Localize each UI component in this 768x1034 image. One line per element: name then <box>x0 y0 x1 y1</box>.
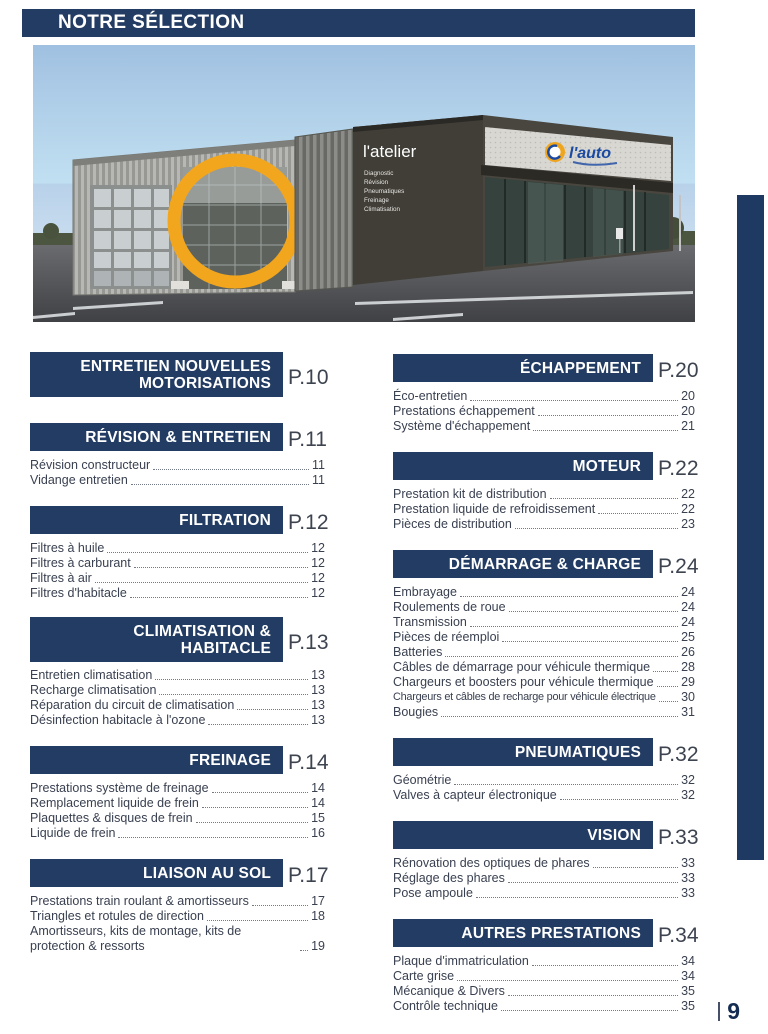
toc-leader-dots <box>598 513 678 514</box>
toc-item-label: Prestations système de freinage <box>30 781 209 795</box>
toc-leader-dots <box>155 679 308 680</box>
toc-leader-dots <box>95 582 308 583</box>
toc-leader-dots <box>502 641 678 642</box>
toc-item[interactable] <box>393 984 695 999</box>
toc-leader-dots <box>107 552 308 553</box>
toc-item[interactable] <box>393 585 695 600</box>
toc-item-page: 12 <box>311 571 325 585</box>
toc-leader-dots <box>508 882 678 883</box>
toc-item-label: Carte grise <box>393 969 455 983</box>
page-number-divider <box>718 1002 720 1021</box>
toc-item-list <box>393 773 695 803</box>
svg-text:Pneumatiques: Pneumatiques <box>364 188 405 195</box>
svg-text:Climatisation: Climatisation <box>364 206 401 213</box>
toc-item-page: 34 <box>681 969 695 983</box>
toc-item-label: Entretien climatisation <box>30 668 153 682</box>
toc-section-page-label: P.12 <box>288 511 329 534</box>
toc-section-header <box>393 352 699 383</box>
toc-item-page: 14 <box>311 781 325 795</box>
toc-section-header <box>30 352 329 397</box>
light-pole <box>679 195 681 251</box>
toc-section-title-bar[interactable]: ENTRETIEN NOUVELLES MOTORISATIONS <box>30 352 283 397</box>
toc-item-page: 16 <box>311 826 325 840</box>
toc-item-label: Roulements de roue <box>393 600 506 614</box>
toc-item-label: Rénovation des optiques de phares <box>393 856 590 870</box>
toc-section-title-bar[interactable]: AUTRES PRESTATIONS <box>393 919 653 947</box>
toc-leader-dots <box>533 430 678 431</box>
toc-section-title-bar[interactable]: ÉCHAPPEMENT <box>393 354 653 382</box>
toc-section-page-label: P.33 <box>658 826 699 849</box>
toc-item[interactable] <box>30 909 325 924</box>
toc-item[interactable] <box>30 924 325 954</box>
toc-section-header <box>30 421 325 452</box>
toc-item-label: Batteries <box>393 645 443 659</box>
toc-item-list <box>393 389 695 434</box>
toc-item-label: Pose ampoule <box>393 886 473 900</box>
toc-leader-dots <box>237 709 308 710</box>
toc-item-label: Pièces de distribution <box>393 517 512 531</box>
toc-item-page: 33 <box>681 886 695 900</box>
toc-leader-dots <box>134 567 308 568</box>
toc-item-page: 24 <box>681 585 695 599</box>
toc-section <box>393 548 699 720</box>
toc-item-list <box>393 954 695 1014</box>
toc-section-page-label: P.20 <box>658 359 699 382</box>
toc-item-label: Géométrie <box>393 773 452 787</box>
toc-section-page-label: P.11 <box>288 428 327 451</box>
toc-leader-dots <box>470 400 678 401</box>
toc-leader-dots <box>509 611 679 612</box>
toc-item-label: Triangles et rotules de direction <box>30 909 204 923</box>
toc-leader-dots <box>476 897 678 898</box>
toc-item[interactable] <box>393 389 695 404</box>
toc-item-label: Filtres à huile <box>30 541 105 555</box>
toc-item[interactable] <box>30 796 325 811</box>
page-number-value: 9 <box>727 998 740 1024</box>
toc-item[interactable] <box>393 999 695 1014</box>
toc-item-label: Filtres à carburant <box>30 556 131 570</box>
toc-leader-dots <box>208 724 308 725</box>
toc-item-page: 35 <box>681 999 695 1013</box>
toc-section-title-bar[interactable]: CLIMATISATION & HABITACLE <box>30 617 283 662</box>
toc-item-page: 22 <box>681 487 695 501</box>
toc-item-page: 12 <box>311 556 325 570</box>
toc-section <box>30 744 329 841</box>
toc-section-header <box>30 744 329 775</box>
toc-item-list <box>393 856 695 901</box>
toc-item-label: Transmission <box>393 615 467 629</box>
toc-item-label: Réparation du circuit de climatisation <box>30 698 235 712</box>
toc-leader-dots <box>508 995 678 996</box>
toc-item[interactable] <box>393 773 695 788</box>
toc-item[interactable] <box>393 404 695 419</box>
toc-item-label: Prestations train roulant & amortisseurs <box>30 894 249 908</box>
toc-item-page: 33 <box>681 856 695 870</box>
garage-door-left <box>90 185 172 289</box>
toc-item[interactable] <box>393 675 695 690</box>
toc-item-page: 28 <box>681 660 695 674</box>
toc-section-title-bar[interactable]: MOTEUR <box>393 452 653 480</box>
toc-item[interactable] <box>30 473 325 488</box>
toc-item-page: 20 <box>681 389 695 403</box>
toc-section-title-bar[interactable]: VISION <box>393 821 653 849</box>
toc-item-page: 32 <box>681 788 695 802</box>
toc-leader-dots <box>196 822 308 823</box>
toc-item[interactable] <box>393 660 695 675</box>
toc-section-header <box>393 917 699 948</box>
toc-section <box>393 917 699 1014</box>
toc-item[interactable] <box>393 517 695 532</box>
toc-item[interactable] <box>30 811 325 826</box>
toc-item[interactable] <box>30 713 325 728</box>
toc-item[interactable] <box>30 668 325 683</box>
toc-leader-dots <box>659 701 678 702</box>
toc-section-header <box>30 857 329 888</box>
toc-item[interactable] <box>393 788 695 803</box>
toc-item-label: Plaquettes & disques de frein <box>30 811 193 825</box>
toc-item-page: 21 <box>681 419 695 433</box>
toc-item-label: Bougies <box>393 705 439 719</box>
toc-item[interactable] <box>393 954 695 969</box>
toc-item-label: Amortisseurs, kits de montage, kits de protection & ressorts <box>30 924 242 953</box>
toc-item-page: 29 <box>681 675 695 689</box>
toc-item-page: 24 <box>681 615 695 629</box>
middle-tower <box>295 129 353 291</box>
toc-item-page: 33 <box>681 871 695 885</box>
toc-section-title-bar[interactable]: FILTRATION <box>30 506 283 534</box>
toc-item-label: Prestations échappement <box>393 404 535 418</box>
toc-section <box>30 504 329 601</box>
toc-section-page-label: P.22 <box>658 457 699 480</box>
storefront-photo-graphic <box>33 45 695 322</box>
toc-item-page: 30 <box>681 690 695 704</box>
toc-leader-dots <box>538 415 678 416</box>
toc-item[interactable] <box>393 487 695 502</box>
toc-section-title-bar[interactable]: LIAISON AU SOL <box>30 859 283 887</box>
toc-item-page: 25 <box>681 630 695 644</box>
toc-item-page: 17 <box>311 894 325 908</box>
toc-section <box>30 421 325 488</box>
toc-leader-dots <box>441 716 678 717</box>
toc-section-header <box>393 548 699 579</box>
toc-section-title-bar[interactable]: PNEUMATIQUES <box>393 738 653 766</box>
toc-item[interactable] <box>393 502 695 517</box>
toc-item-page: 31 <box>681 705 695 719</box>
toc-item-page: 26 <box>681 645 695 659</box>
toc-leader-dots <box>470 626 678 627</box>
toc-item-label: Réglage des phares <box>393 871 505 885</box>
toc-leader-dots <box>202 807 308 808</box>
toc-item-page: 12 <box>311 586 325 600</box>
toc-leader-dots <box>131 484 309 485</box>
toc-item-label: Filtres à air <box>30 571 92 585</box>
toc-section-page-label: P.10 <box>288 366 329 389</box>
toc-item[interactable] <box>30 458 325 473</box>
toc-item-label: Système d'échappement <box>393 419 531 433</box>
toc-section <box>30 352 329 397</box>
toc-item-label: Chargeurs et boosters pour véhicule thermique <box>393 675 654 689</box>
toc-item-label: Recharge climatisation <box>30 683 157 697</box>
toc-item-page: 32 <box>681 773 695 787</box>
toc-item[interactable] <box>30 781 325 796</box>
toc-section-title-bar[interactable]: DÉMARRAGE & CHARGE <box>393 550 653 578</box>
toc-item-label: Liquide de frein <box>30 826 116 840</box>
building-name-sign: l'atelier <box>363 142 417 161</box>
toc-item[interactable] <box>30 541 325 556</box>
toc-item-list <box>30 541 325 601</box>
toc-item-list <box>30 458 325 488</box>
toc-item-page: 15 <box>311 811 325 825</box>
toc-item-label: Prestation liquide de refroidissement <box>393 502 596 516</box>
toc-leader-dots <box>457 980 678 981</box>
page-header-bar <box>22 9 695 37</box>
toc-item-label: Remplacement liquide de frein <box>30 796 199 810</box>
toc-leader-dots <box>515 528 678 529</box>
page-title: NOTRE SÉLECTION <box>58 12 245 33</box>
toc-item-list <box>30 781 325 841</box>
toc-leader-dots <box>445 656 678 657</box>
toc-item-page: 13 <box>311 683 325 697</box>
storefront-photo <box>33 45 695 322</box>
toc-item[interactable] <box>30 556 325 571</box>
toc-leader-dots <box>252 905 308 906</box>
toc-item-list <box>393 487 695 532</box>
page-number <box>718 998 740 1025</box>
toc-leader-dots <box>653 671 678 672</box>
toc-item[interactable] <box>393 419 695 434</box>
toc-section <box>393 736 699 803</box>
toc-section-page-label: P.32 <box>658 743 699 766</box>
light-pole <box>633 185 635 251</box>
toc-item-list <box>30 668 325 728</box>
toc-leader-dots <box>560 799 678 800</box>
toc-leader-dots <box>300 950 308 951</box>
toc-item-label: Révision constructeur <box>30 458 151 472</box>
toc-column-right <box>393 352 699 1030</box>
toc-item-label: Câbles de démarrage pour véhicule thermique <box>393 660 651 674</box>
toc-leader-dots <box>550 498 679 499</box>
toc-item[interactable] <box>30 894 325 909</box>
toc-item-label: Filtres d'habitacle <box>30 586 127 600</box>
toc-item[interactable] <box>393 871 695 886</box>
toc-leader-dots <box>207 920 308 921</box>
toc-item-page: 20 <box>681 404 695 418</box>
brand-logo-text: l'auto <box>569 145 612 162</box>
toc-section-header <box>30 504 329 535</box>
toc-item[interactable] <box>393 886 695 901</box>
toc-item-page: 11 <box>312 473 325 487</box>
toc-leader-dots <box>454 784 678 785</box>
toc-item-label: Embrayage <box>393 585 457 599</box>
toc-leader-dots <box>532 965 678 966</box>
toc-item-page: 23 <box>681 517 695 531</box>
toc-section-header <box>393 736 699 767</box>
svg-text:Freinage: Freinage <box>364 197 389 204</box>
toc-item[interactable] <box>30 698 325 713</box>
toc-section <box>30 857 329 954</box>
toc-item-page: 13 <box>311 713 325 727</box>
toc-section-header <box>393 450 699 481</box>
toc-section-title-bar[interactable]: FREINAGE <box>30 746 283 774</box>
toc-item-label: Valves à capteur électronique <box>393 788 557 802</box>
toc-item-page: 14 <box>311 796 325 810</box>
toc-leader-dots <box>501 1010 678 1011</box>
toc-item-label: Désinfection habitacle à l'ozone <box>30 713 206 727</box>
toc-item[interactable] <box>30 826 325 841</box>
toc-section-page-label: P.14 <box>288 751 329 774</box>
toc-item[interactable] <box>30 683 325 698</box>
toc-section-header <box>393 819 699 850</box>
toc-item[interactable] <box>393 600 695 615</box>
toc-item-page: 22 <box>681 502 695 516</box>
toc-item-page: 24 <box>681 600 695 614</box>
toc-leader-dots <box>153 469 309 470</box>
toc-leader-dots <box>118 837 308 838</box>
toc-item-page: 18 <box>311 909 325 923</box>
toc-leader-dots <box>593 867 678 868</box>
toc-section <box>393 450 699 532</box>
toc-item[interactable] <box>393 690 695 705</box>
toc-leader-dots <box>212 792 309 793</box>
toc-leader-dots <box>460 596 678 597</box>
toc-item-label: Plaque d'immatriculation <box>393 954 529 968</box>
toc-section-page-label: P.24 <box>658 555 699 578</box>
toc-item-page: 35 <box>681 984 695 998</box>
toc-item-page: 34 <box>681 954 695 968</box>
toc-item[interactable] <box>393 615 695 630</box>
toc-item-label: Pièces de réemploi <box>393 630 500 644</box>
toc-item-page: 13 <box>311 698 325 712</box>
toc-item-label: Mécanique & Divers <box>393 984 505 998</box>
toc-section-title-bar[interactable]: RÉVISION & ENTRETIEN <box>30 423 283 451</box>
toc-section-header <box>30 617 329 662</box>
toc-item-page: 19 <box>311 939 325 953</box>
toc-section-page-label: P.17 <box>288 864 329 887</box>
toc-item-page: 12 <box>311 541 325 555</box>
toc-column-left <box>30 352 329 970</box>
toc-item[interactable] <box>30 586 325 601</box>
toc-item[interactable] <box>393 645 695 660</box>
toc-item-list <box>30 894 325 954</box>
toc-leader-dots <box>130 597 308 598</box>
toc-item-list <box>393 585 695 720</box>
toc-item[interactable] <box>30 571 325 586</box>
toc-item[interactable] <box>393 856 695 871</box>
brand-logo <box>545 142 617 165</box>
toc-section <box>30 617 329 728</box>
toc-item-page: 13 <box>311 668 325 682</box>
svg-text:Diagnostic: Diagnostic <box>364 170 394 177</box>
toc-item-label: Éco-entretien <box>393 389 468 403</box>
toc-item-label: Contrôle technique <box>393 999 498 1013</box>
toc-section <box>393 819 699 901</box>
toc-item-label: Prestation kit de distribution <box>393 487 547 501</box>
toc-section <box>393 352 699 434</box>
toc-section-page-label: P.34 <box>658 924 699 947</box>
toc-leader-dots <box>159 694 308 695</box>
toc-item-page: 11 <box>312 458 325 472</box>
toc-leader-dots <box>657 686 679 687</box>
toc-item-label: Chargeurs et câbles de recharge pour véhicule électrique <box>393 691 656 703</box>
toc-item[interactable] <box>393 705 695 720</box>
toc-item-label: Vidange entretien <box>30 473 128 487</box>
toc-section-page-label: P.13 <box>288 631 329 654</box>
svg-text:Révision: Révision <box>364 179 389 186</box>
right-edge-bar <box>737 195 764 860</box>
toc-item[interactable] <box>393 630 695 645</box>
toc-item[interactable] <box>393 969 695 984</box>
